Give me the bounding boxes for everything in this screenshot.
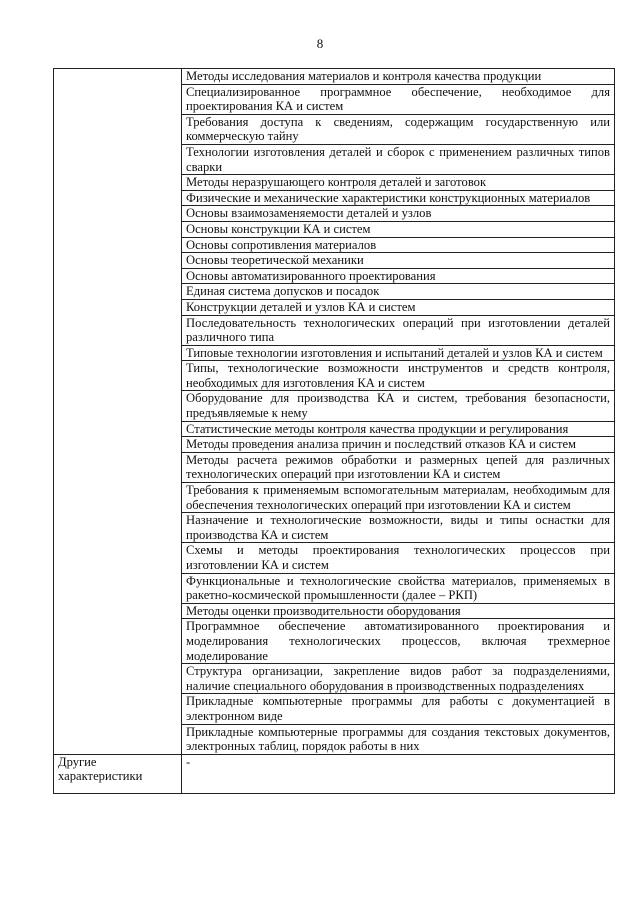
knowledge-item: Программное обеспечение автоматизированного проектирования и моделирования технологических процессов, включая трехмерное моделирование (182, 619, 615, 664)
knowledge-item: Прикладные компьютерные программы для работы с документацией в электронном виде (182, 694, 615, 724)
knowledge-item: Основы взаимозаменяемости деталей и узлов (182, 206, 615, 222)
other-characteristics-value: - (182, 754, 615, 793)
knowledge-item: Основы сопротивления материалов (182, 237, 615, 253)
knowledge-item: Конструкции деталей и узлов КА и систем (182, 299, 615, 315)
knowledge-item: Методы оценки производительности оборудования (182, 603, 615, 619)
other-characteristics-label: Другие характеристики (54, 754, 182, 793)
knowledge-item: Методы расчета режимов обработки и размерных цепей для различных технологических операций при изготовлении КА и систем (182, 452, 615, 482)
knowledge-item: Методы исследования материалов и контроля качества продукции (182, 69, 615, 85)
knowledge-item: Назначение и технологические возможности, виды и типы оснастки для производства КА и систем (182, 513, 615, 543)
knowledge-item: Типы, технологические возможности инструментов и средств контроля, необходимых для изготовления КА и систем (182, 361, 615, 391)
page-number: 8 (316, 36, 324, 51)
knowledge-label-cell (54, 69, 182, 755)
knowledge-item: Технологии изготовления деталей и сборок с применением различных типов сварки (182, 144, 615, 174)
knowledge-item: Типовые технологии изготовления и испытаний деталей и узлов КА и систем (182, 345, 615, 361)
table-row (54, 69, 615, 85)
knowledge-item: Требования к применяемым вспомогательным материалам, необходимым для обеспечения технологических операций при изготовлении КА и систем (182, 483, 615, 513)
knowledge-item: Структура организации, закрепление видов работ за подразделениями, наличие специального оборудования в производственных подразделениях (182, 664, 615, 694)
requirements-table (53, 68, 615, 794)
knowledge-item: Функциональные и технологические свойства материалов, применяемых в ракетно-космической промышленности (далее – РКП) (182, 573, 615, 603)
knowledge-item: Специализированное программное обеспечение, необходимое для проектирования КА и систем (182, 84, 615, 114)
knowledge-item: Основы теоретической механики (182, 253, 615, 269)
knowledge-item: Методы проведения анализа причин и последствий отказов КА и систем (182, 437, 615, 453)
knowledge-item: Методы неразрушающего контроля деталей и заготовок (182, 175, 615, 191)
knowledge-item: Основы автоматизированного проектирования (182, 268, 615, 284)
other-characteristics-row (54, 754, 615, 793)
knowledge-item: Основы конструкции КА и систем (182, 221, 615, 237)
knowledge-item: Схемы и методы проектирования технологических процессов при изготовлении КА и систем (182, 543, 615, 573)
knowledge-item: Требования доступа к сведениям, содержащим государственную или коммерческую тайну (182, 114, 615, 144)
knowledge-item: Оборудование для производства КА и систем, требования безопасности, предъявляемые к нему (182, 391, 615, 421)
knowledge-item: Последовательность технологических операций при изготовлении деталей различного типа (182, 315, 615, 345)
knowledge-item: Единая система допусков и посадок (182, 284, 615, 300)
knowledge-item: Физические и механические характеристики конструкционных материалов (182, 190, 615, 206)
knowledge-item: Прикладные компьютерные программы для создания текстовых документов, электронных таблиц, порядок работы в них (182, 724, 615, 754)
knowledge-item: Статистические методы контроля качества продукции и регулирования (182, 421, 615, 437)
